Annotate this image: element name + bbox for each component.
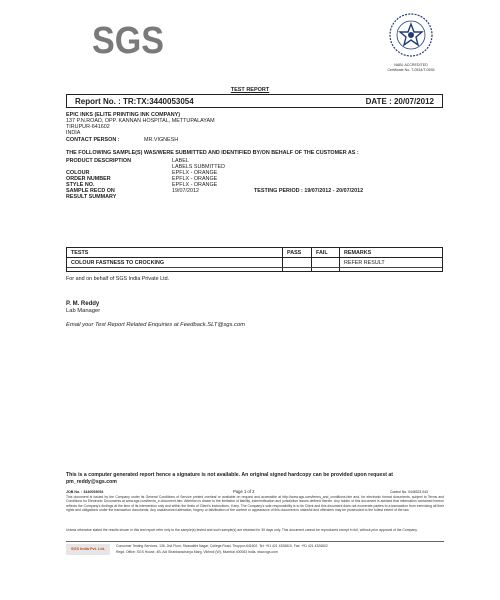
sample-value: LABEL	[172, 158, 189, 164]
footer-address-1: Consumer Testing Services, 136, 2nd Floor, Sivasakthi Nagar, College Road, Tiruppur-641602. Tel: +91 421 4326810, Fax: +91 421 4326802	[116, 544, 328, 548]
sgs-logo	[92, 20, 166, 60]
sample-label: PRODUCT DESCRIPTION	[66, 158, 131, 164]
enquiry-email-line: Email your Test Report Related Enquiries at Feedback.SLT@sgs.com	[66, 322, 245, 328]
col-fail: FAIL	[316, 250, 328, 256]
terms-disclaimer: This document is issued by the Company under its General Conditions of Service printed overleaf or available on request and accessible at http://www.sgs.com/terms_and_conditions.htm and, for electronic format documents, subject to Terms and Conditions for Electronic Documents at www.sgs.com/terms_e-document.htm. Attention is drawn to the limitation of liability, indemnification and jurisdiction issues defined therein. Any holder of this document is advised that information contained hereon reflects the Company's findings at the time of its intervention only and within the limits of Client's instructions, if any. The Company's sole responsibility is to its Client and this document does not exonerate parties to a transaction from exercising all their rights and obligations under the transaction documents. Any unauthorized alteration, forgery or falsification of the content or appearance of this document is unlawful and offenders may be prosecuted to the fullest extent of the law.	[66, 495, 444, 513]
contact-person-value: MR.VIGNESH	[144, 137, 179, 143]
page-number: Page 1 of 2	[233, 489, 255, 494]
table-cell-test: COLOUR FASTNESS TO CROCKING	[71, 260, 165, 266]
table-cell-remarks: REFER RESULT	[344, 260, 385, 266]
retention-note: Unless otherwise stated the results shown in this test report refer only to the sample(s) tested and such sample(s) are retained for 30 days only. This document cannot be reproduced except in full, without prior approval of the Company.	[66, 528, 418, 532]
sample-value: EPFLX - ORANGE	[172, 176, 218, 182]
testing-period: TESTING PERIOD : 19/07/2012 - 20/07/2012	[254, 188, 364, 194]
accreditation-seal	[376, 12, 446, 72]
report-date: DATE : 20/07/2012	[365, 97, 434, 106]
col-tests: TESTS	[71, 250, 89, 256]
report-number-bar	[66, 94, 443, 108]
customer-address-2: TIRUPUR-641602	[66, 124, 110, 130]
control-number: Control No. 0445323 043	[390, 490, 428, 494]
signatory-title: Lab Manager	[66, 308, 101, 314]
table-header	[67, 248, 442, 258]
job-number: JOB No. : 3440053054	[66, 490, 104, 494]
footer-address-2: Regd. Office: SGS House, 4B, Adi Shankaracharya Marg, Vikhroli (W), Mumbai 400083 India. www.sgs.com	[116, 550, 278, 554]
signatory-name: P. M. Reddy	[66, 301, 100, 307]
sample-label: ORDER NUMBER	[66, 176, 111, 182]
customer-country: INDIA	[66, 130, 81, 136]
sample-value: 19/07/2012	[172, 188, 199, 194]
svg-text:SGS: SGS	[92, 20, 164, 60]
results-table	[66, 247, 443, 272]
customer-company: EPIC INKS (ELITE PRINTING INK COMPANY)	[66, 112, 181, 118]
seal-line-1: NABL ACCREDITED	[394, 63, 428, 67]
sample-value: EPFLX - ORANGE	[172, 170, 218, 176]
sample-value: LABELS SUBMITTED	[172, 164, 226, 170]
report-number: Report No. : TR:TX:3440053054	[75, 97, 194, 106]
contact-person-label: CONTACT PERSON :	[66, 137, 120, 143]
footer-company-tag: SGS India Pvt. Ltd.	[66, 544, 110, 555]
for-behalf-line: For and on behalf of SGS India Private Ltd.	[66, 276, 170, 282]
nabl-seal-icon	[388, 12, 434, 58]
result-summary-label: RESULT SUMMARY	[66, 194, 117, 200]
customer-address-1: 137 P.N.ROAD, OPP. KANNAN HOSPITAL, METTUPALAYAM	[66, 118, 215, 124]
col-remarks: REMARKS	[344, 250, 372, 256]
sample-value: EPFLX - ORANGE	[172, 182, 218, 188]
report-title: TEST REPORT	[230, 87, 270, 93]
sample-label: COLOUR	[66, 170, 90, 176]
submission-statement: THE FOLLOWING SAMPLE(S) WAS/WERE SUBMITTED AND IDENTIFIED BY/ON BEHALF OF THE CUSTOMER AS :	[66, 150, 359, 156]
sample-label: SAMPLE RECD ON	[66, 188, 115, 194]
sample-label: STYLE NO.	[66, 182, 95, 188]
col-pass: PASS	[287, 250, 302, 256]
seal-line-2: Certificate No. T-0534/T-0535	[387, 67, 435, 72]
computer-generated-notice: This is a computer generated report hence a signature is not available. An original signed hardcopy can be provided upon request at pm_reddy@sgs.com	[66, 472, 393, 485]
